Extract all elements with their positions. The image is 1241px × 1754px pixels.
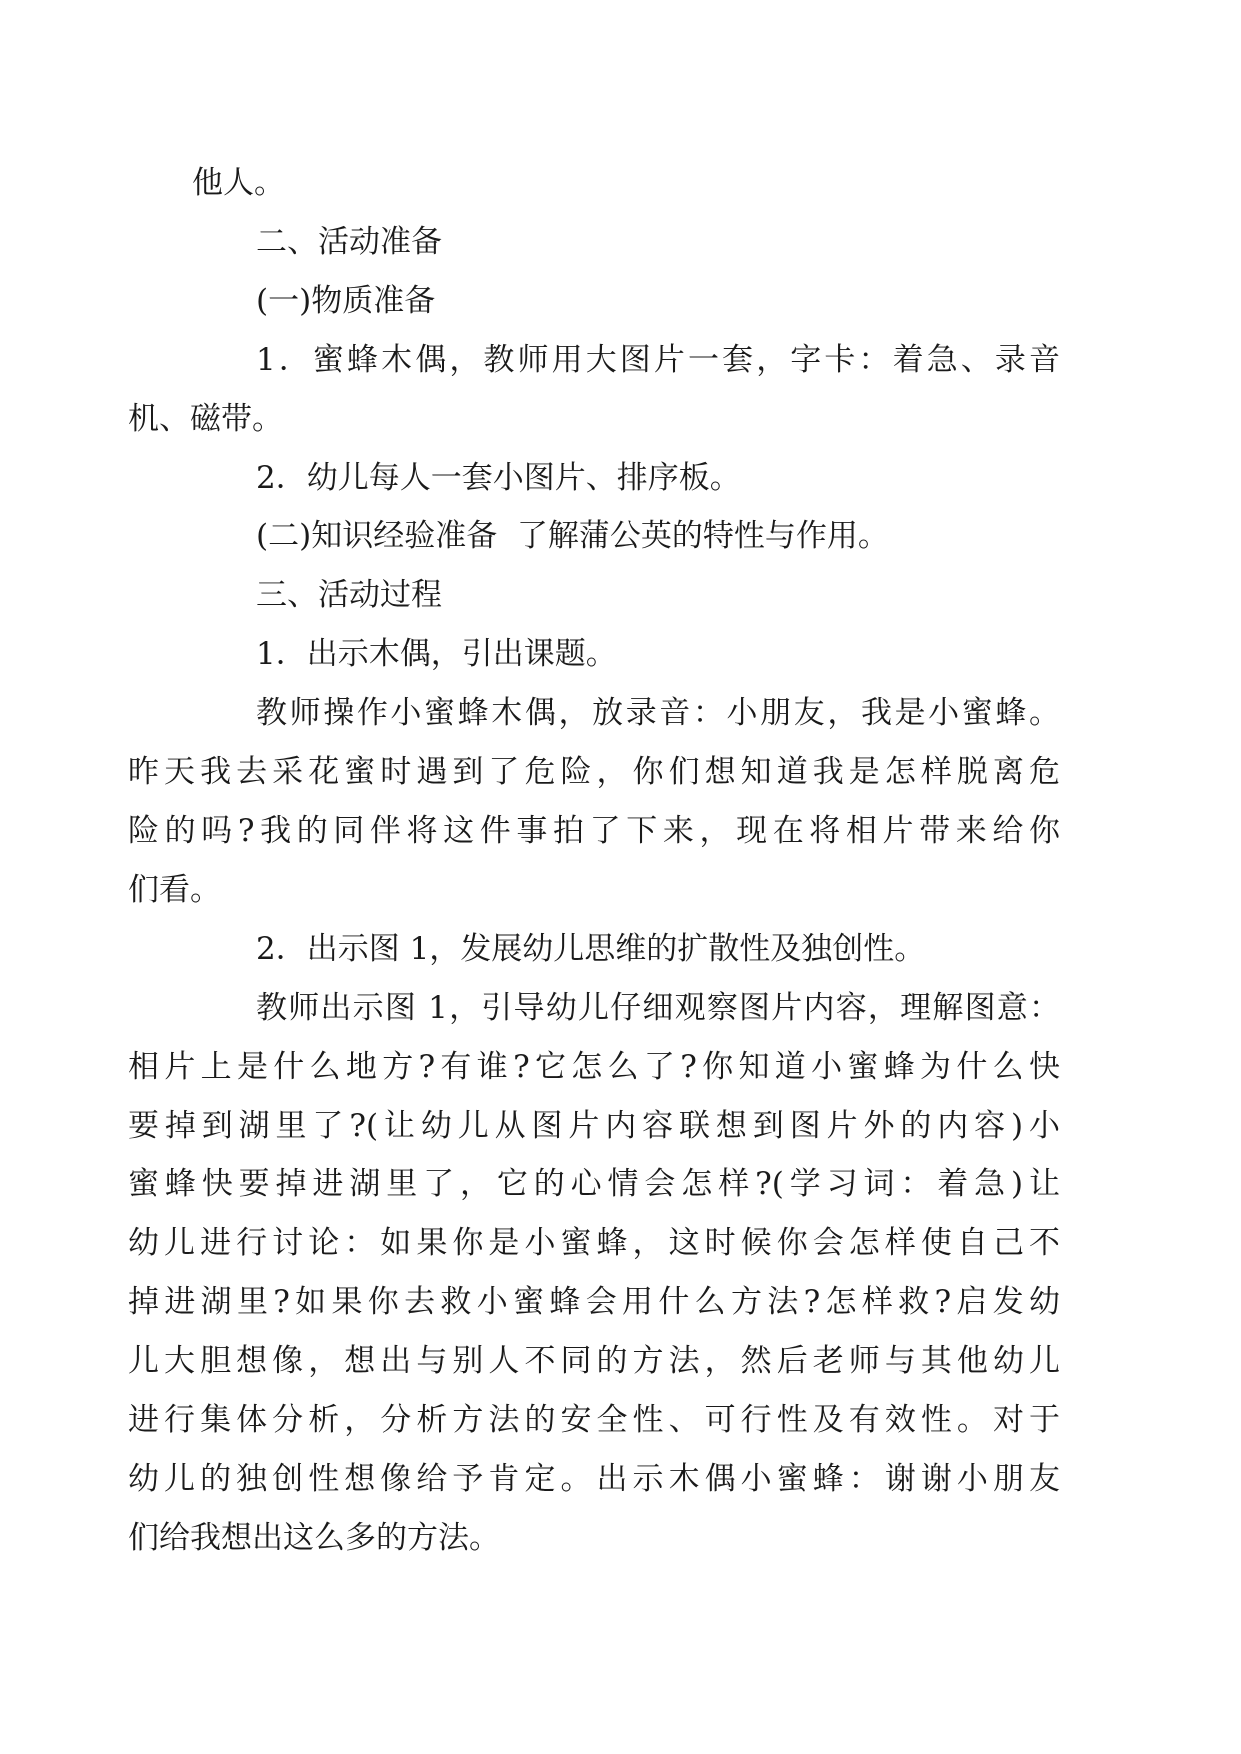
text-line: 要掉到湖里了?(让幼儿从图片内容联想到图片外的内容)小 [128,1107,1060,1144]
text-line: 三、活动过程 [256,577,442,614]
text-line: 机、磁带。 [128,400,283,437]
paragraph [128,684,1060,920]
list-item [128,331,1060,449]
text-line: 2．出示图 1，发展幼儿思维的扩散性及独创性。 [256,930,926,967]
text-line: 险的吗?我的同伴将这件事拍了下来，现在将相片带来给你 [128,812,1060,849]
text-line: (一)物质准备 [256,282,436,319]
document-body [128,154,1060,1568]
list-item [192,625,1060,684]
text-line: 1．出示木偶，引出课题。 [256,636,617,673]
paragraph [128,979,1060,1568]
text-line: 2．幼儿每人一套小图片、排序板。 [256,459,741,496]
text-line: 相片上是什么地方?有谁?它怎么了?你知道小蜜蜂为什么快 [128,1048,1060,1085]
text-line: 他人。 [192,165,285,201]
text-line: 幼儿的独创性想像给予肯定。出示木偶小蜜蜂：谢谢小朋友 [128,1460,1060,1497]
section-heading [192,213,1060,272]
text-line: 们看。 [128,871,221,908]
text-line: 们给我想出这么多的方法。 [128,1519,500,1556]
text-line: 二、活动准备 [256,223,442,260]
text-line: 幼儿进行讨论：如果你是小蜜蜂，这时候你会怎样使自己不 [128,1225,1060,1262]
list-item [192,920,1060,979]
text-line: 教师操作小蜜蜂木偶，放录音：小朋友，我是小蜜蜂。 [256,695,1060,732]
text-line: 儿大胆想像，想出与别人不同的方法，然后老师与其他幼儿 [128,1343,1060,1380]
list-item [192,449,1060,508]
section-heading [192,566,1060,625]
text-line: 昨天我去采花蜜时遇到了危险，你们想知道我是怎样脱离危 [128,754,1060,791]
subsection-heading [192,507,1060,566]
text-line: 蜜蜂快要掉进湖里了，它的心情会怎样?(学习词：着急)让 [128,1166,1060,1203]
text-line: 教师出示图 1，引导幼儿仔细观察图片内容，理解图意： [256,989,1060,1026]
text-line: 掉进湖里?如果你去救小蜜蜂会用什么方法?怎样救?启发幼 [128,1284,1060,1321]
text-line: 进行集体分析，分析方法的安全性、可行性及有效性。对于 [128,1402,1060,1439]
text-line: 1．蜜蜂木偶，教师用大图片一套，字卡：着急、录音 [256,341,1060,378]
paragraph [192,154,1060,213]
text-line: (二)知识经验准备 了解蒲公英的特性与作用。 [256,518,889,555]
subsection-heading [192,272,1060,331]
